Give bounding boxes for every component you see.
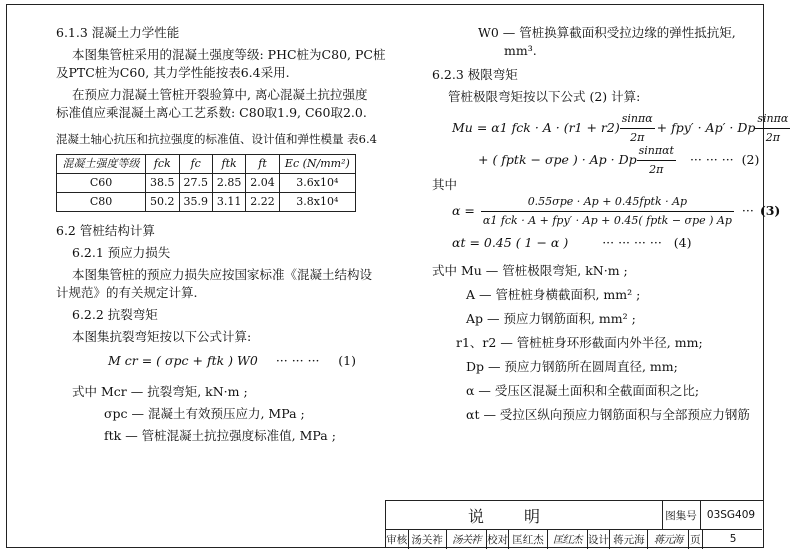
fraction-numerator: sinπαt [637, 142, 676, 161]
heading-6-2: 6.2 管桩结构计算 [56, 223, 155, 238]
table-cell: 3.8x10⁴ [279, 193, 355, 212]
qizhong-label: 其中 [432, 177, 458, 192]
table-cell: 2.04 [246, 174, 279, 193]
table-row [57, 174, 356, 193]
title-block-title: 说明 [386, 501, 663, 530]
title-block [385, 500, 763, 548]
table-cell: 2.22 [246, 193, 279, 212]
definition-mcr: 式中 Mcr — 抗裂弯矩, kN·m ; [72, 383, 248, 399]
checker-signature: 匡红杰 [548, 529, 588, 549]
table-cell: 3.6x10⁴ [279, 174, 355, 193]
atlas-number: 03SG409 [700, 501, 762, 530]
heading-6-2-2: 6.2.2 抗裂弯矩 [72, 307, 158, 322]
page-label: 页 [689, 529, 704, 549]
paragraph-prestress-loss-1: 本图集管桩的预应力损失应按国家标准《混凝土结构设 [72, 267, 373, 282]
table-cell: C60 [57, 174, 146, 193]
paragraph-strength-grade-2: 及PTC桩为C60, 其力学性能按表6.4采用. [56, 65, 290, 80]
table-row [57, 193, 356, 212]
equation-2-part-a: Mu = α1 fck · A · (r1 + r2) [452, 120, 620, 135]
definition-sigma-pc: σpc — 混凝土有效预压应力, MPa ; [104, 405, 305, 421]
equation-2-line-2 [432, 143, 760, 176]
definition-mu: 式中 Mu — 管桩极限弯矩, kN·m ; [432, 263, 628, 278]
concrete-properties-table [56, 154, 356, 212]
equation-1-dots: ··· ··· ··· [275, 353, 320, 368]
definition-ap: Ap — 预应力钢筋面积, mm² ; [466, 311, 636, 326]
atlas-number-label: 图集号 [662, 501, 701, 530]
equation-2-part-b: + fpy′ · Ap′ · Dp [656, 120, 756, 135]
table-cell: C80 [57, 193, 146, 212]
fraction-numerator: sinπα [620, 110, 655, 129]
reviewer-signature: 汤关祚 [447, 529, 487, 549]
checker-name: 匡红杰 [509, 529, 547, 549]
table-cell: 50.2 [146, 193, 179, 212]
table-cell: 27.5 [179, 174, 212, 193]
page-number: 5 [729, 533, 737, 545]
check-label: 校对 [487, 529, 510, 549]
equation-3-dots: ··· [741, 203, 754, 218]
equation-1-body: M cr = ( σpc + ftk ) W0 [108, 353, 258, 368]
paragraph-crack-moment: 本图集抗裂弯矩按以下公式计算: [72, 329, 252, 344]
definition-alpha: α — 受压区混凝土面积和全截面面积之比; [466, 383, 700, 398]
table-header-row [57, 155, 356, 174]
fraction-denominator: α1 fck · A + fpy′ · Ap + 0.45( fptk − σpe ) Ap [482, 213, 732, 227]
table-header-cell: 混凝土强度等级 [57, 155, 146, 174]
table-caption: 混凝土轴心抗压和抗拉强度的标准值、设计值和弹性模量 表6.4 [56, 132, 377, 146]
equation-1 [56, 352, 356, 370]
equation-2-number: (2) [741, 152, 760, 167]
table-cell: 35.9 [179, 193, 212, 212]
heading-6-2-1: 6.2.1 预应力损失 [72, 245, 171, 260]
design-label: 设计 [588, 529, 611, 549]
alpha-fraction [481, 193, 734, 230]
table-header-cell: fc [179, 155, 212, 174]
title-block-signature-row [386, 529, 763, 549]
definition-w0-2: mm³. [504, 43, 537, 58]
sin-pi-alpha-t-fraction [637, 142, 676, 179]
fraction-numerator: sinπα [755, 110, 790, 129]
equation-3 [432, 194, 781, 228]
equation-4-dots: ··· ··· ··· ··· [602, 235, 662, 250]
table-cell: 3.11 [212, 193, 245, 212]
designer-name: 蒋元海 [610, 529, 648, 549]
paragraph-crack-check-1: 在预应力混凝土管桩开裂验算中, 离心混凝土抗拉强度 [72, 87, 368, 102]
table-header-cell: Ec (N/mm²) [279, 155, 355, 174]
fraction-denominator: 2π [649, 162, 664, 176]
paragraph-prestress-loss-2: 计规范》的有关规定计算. [56, 285, 198, 300]
paragraph-strength-grade-1: 本图集管桩采用的混凝土强度等级: PHC桩为C80, PC桩 [72, 47, 386, 62]
definition-ftk: ftk — 管桩混凝土抗拉强度标准值, MPa ; [104, 427, 336, 443]
heading-6-1-3: 6.1.3 混凝土力学性能 [56, 25, 180, 40]
equation-2-part-c: + ( fptk − σpe ) · Ap · Dp [478, 152, 637, 167]
fraction-denominator: 2π [765, 130, 780, 144]
designer-signature: 蒋元海 [648, 529, 688, 549]
definition-w0-1: W0 — 管桩换算截面积受拉边缘的弹性抵抗矩, [478, 25, 736, 40]
equation-3-number: (3) [759, 203, 781, 218]
heading-6-2-3: 6.2.3 极限弯矩 [432, 67, 518, 82]
table-cell: 2.85 [212, 174, 245, 193]
equation-4-number: (4) [673, 235, 692, 250]
table-cell: 38.5 [146, 174, 179, 193]
reviewer-name: 汤关祚 [409, 529, 447, 549]
equation-2-dots: ··· ··· ··· [689, 152, 734, 167]
paragraph-crack-check-2: 标准值应乘混凝土离心工艺系数: C80取1.9, C60取2.0. [56, 105, 367, 120]
table-header-cell: fck [146, 155, 179, 174]
review-label: 审核 [386, 529, 409, 549]
equation-1-number: (1) [338, 353, 356, 368]
equation-4-body: αt = 0.45 ( 1 − α ) [452, 235, 569, 250]
definition-a: A — 管桩桩身横截面积, mm² ; [466, 287, 641, 302]
definition-r1-r2: r1、r2 — 管桩桩身环形截面内外半径, mm; [456, 335, 703, 350]
equation-3-lhs: α = [452, 203, 475, 218]
fraction-denominator: 2π [630, 130, 645, 144]
equation-4 [432, 234, 752, 252]
table-header-cell: ftk [212, 155, 245, 174]
left-column [56, 24, 386, 445]
definition-dp: Dp — 预应力钢筋所在圆周直径, mm; [466, 359, 678, 374]
sin-pi-alpha-fraction-2 [755, 110, 790, 147]
fraction-numerator: 0.55σpe · Ap + 0.45fptk · Ap [481, 193, 734, 212]
table-header-cell: ft [246, 155, 279, 174]
paragraph-ultimate-moment: 管桩极限弯矩按以下公式 (2) 计算: [448, 89, 641, 104]
definition-alpha-t: αt — 受拉区纵向预应力钢筋面积与全部预应力钢筋 [466, 407, 750, 422]
